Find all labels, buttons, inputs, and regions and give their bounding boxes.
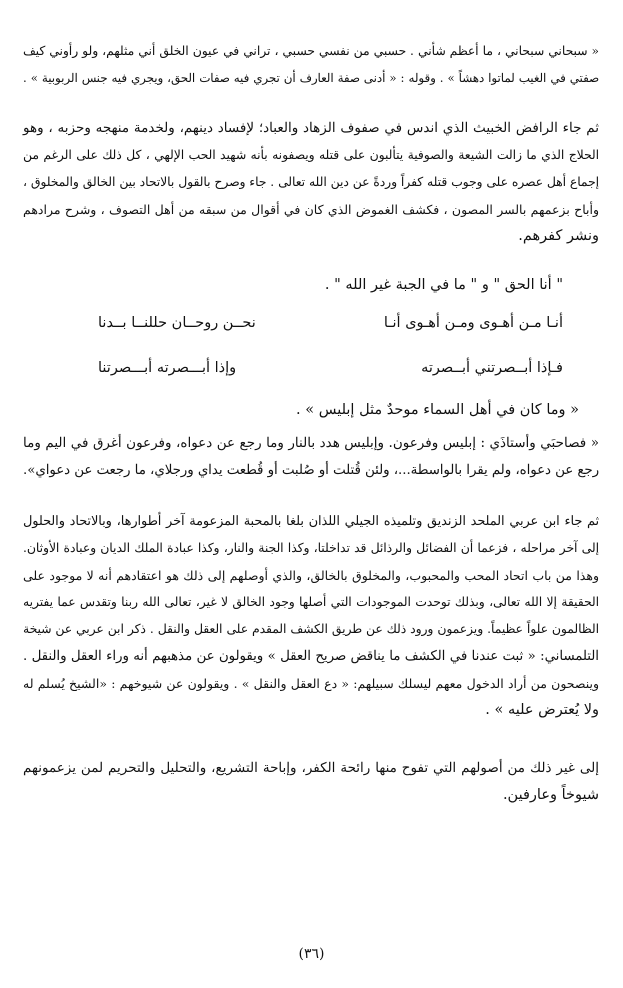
verse-1-left-hemistich: نحــن روحــان حللنــا بــدنا <box>98 315 256 331</box>
paragraph-line: الحلاج الذي ما زالت الشيعة والصوفية يتألبون على قتله ويصفونه بأنه شهيد الحب الإلهي ، كل ذلك على الرغم من <box>23 148 599 162</box>
paragraph-1 <box>23 38 599 92</box>
paragraph-line: إلى آخر مراحله ، فزعما أن الفضائل والرذائل قد تداخلتا، وكذا الجنة والنار، وكذا عبادة الملك الديان وعبادة الأوثان. <box>23 541 599 555</box>
paragraph-line: « فصاحبَي وأستاذَي : إبليس وفرعون. وإبليس هدد بالنار وما رجع عن دعواه، وفرعون أغرق في اليم وما <box>23 435 599 451</box>
paragraph-line: الحقيقة إلا الله تعالى، وبذلك توحدت الموجودات التي أصلها وجود الخالق لا غير، تعالى الله ربنا وتقدس عما يفتريه <box>23 595 599 609</box>
paragraph-line: إلى غير ذلك من أصولهم التي تفوح منها رائحة الكفر، وإباحة التشريع، والتحليل والتحريم لمن يزعمونهم <box>23 760 599 776</box>
paragraph-line: وهذا من باب اتحاد المحب والمحبوب، والمخلوق بالخالق، والذي أوصلهم إلى ذلك هو اعتقادهم أنه لا موجود على <box>23 568 599 583</box>
paragraph-line: « سبحاني سبحاني ، ما أعظم شأني . حسبي من نفسي حسبي ، تراني في عيون الخلق أني مثلهم، ولو رأوني كيف <box>23 44 599 58</box>
verse-3-quote: « وما كان في أهل السماء موحدٌ مثل إبليس » . <box>296 402 579 418</box>
paragraph-2 <box>23 115 599 250</box>
paragraph-line: الظالمون علواً عظيماً. ويزعمون ورود ذلك عن طريق الكشف المقدم على العقل والنقل . ذكر ابن عربي عن شيخة <box>23 622 599 636</box>
paragraph-line: إجماع أهل عصره على وجوب قتله كفراً وردةً عن دين الله تعالى . جاء وصرح بالقول بالاتحاد بين الخالق والمخلوق ، <box>23 175 599 189</box>
paragraph-line: وأباح بزعمهم بالسر المصون ، فكشف الغموض الذي كان في أقوال من سبقه من أهل التصوف ، وشرح مرادهم <box>23 202 599 217</box>
quote-line: " أنا الحق " و " ما في الجبة غير الله " . <box>324 277 563 293</box>
verse-2-left-hemistich: وإذا أبـــصرته أبـــصرتنا <box>98 360 237 376</box>
paragraph-line: ثم جاء ابن عربي الملحد الزنديق وتلميذه الجيلي اللذان بلغا بالمحبة المزعومة آخر أطوارها، وبالاتحاد والحلول <box>23 514 599 529</box>
paragraph-line: ونشر كفرهم. <box>518 228 599 244</box>
paragraph-line: شيوخاً وعارفين. <box>502 787 599 803</box>
paragraph-line: وينصحون من أراد الدخول معهم ليسلك سبيلهم: « دع العقل والنقل » . ويقولون عن شيوخهم : «الشيخ يُسلم له <box>23 676 599 691</box>
page-number: (٣٦) <box>298 946 325 962</box>
paragraph-5 <box>23 755 599 809</box>
paragraph-line: صفتي في الغيب لماتوا دهشاً » . وقوله : « أدنى صفة العارف أن تجري فيه صفات الحق، ويجري فيه جنس الربوبية » . <box>23 71 599 85</box>
paragraph-line: التلمساني: « ثبت عندنا في الكشف ما يناقض صريح العقل » ويقولون عن مذهبهم أنه وراء العقل والنقل . <box>23 649 599 664</box>
paragraph-line: رجع عن دعواه، ولم يقرا بالواسطة...، ولئن قُتلت أو صُلبت أو قُطعت يداي ورجلاي، ما رجعت عن دعواي». <box>23 463 599 478</box>
paragraph-3 <box>23 430 599 484</box>
verse-1-right-hemistich: أنـا مـن أهـوى ومـن أهـوى أنـا <box>383 315 563 331</box>
verse-2-right-hemistich: فـإذا أبــصرتني أبــصرته <box>421 360 563 376</box>
paragraph-line: ولا يُعترض عليه » . <box>485 702 599 718</box>
paragraph-4 <box>23 508 599 724</box>
paragraph-line: ثم جاء الرافض الخبيث الذي اندس في صفوف الزهاد والعباد؛ لإفساد دينهم، ولخدمة منهجه وحزبه ، وهو <box>23 120 599 136</box>
